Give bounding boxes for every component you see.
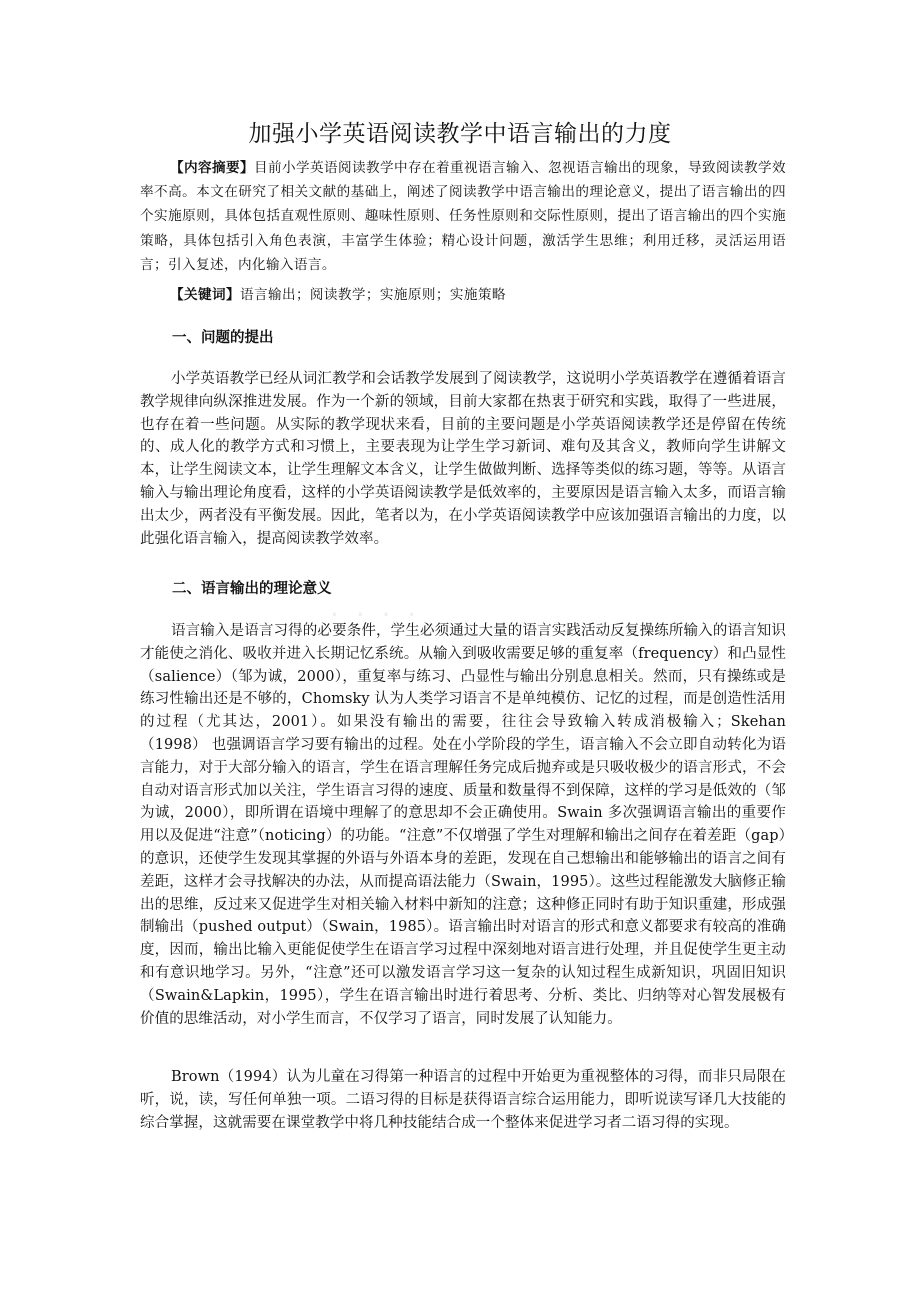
abstract-label: 【内容摘要】	[170, 160, 254, 176]
section-heading-1: 一、问题的提出	[172, 330, 274, 346]
document-title: 加强小学英语阅读教学中语言输出的力度	[248, 121, 672, 147]
keywords	[140, 283, 786, 307]
keywords-text: 语言输出；阅读教学；实施原则；实施策略	[239, 287, 506, 303]
abstract-text: 目前小学英语阅读教学中存在着重视语言输入、忽视语言输出的现象，导致阅读教学效率不高。本文在研究了相关文献的基础上，阐述了阅读教学中语言输出的理论意义，提出了语言输出的四个实施原则，具体包括直观性原则、趣味性原则、任务性原则和交际性原则，提出了语言输出的四个实施策略，具体包括引入角色表演，丰富学生体验；精心设计问题，激活学生思维；利用迁移，灵活运用语言；引入复述，内化输入语言。	[140, 160, 786, 273]
watermark: · · · ·	[330, 598, 421, 631]
section-1-paragraph-1: 小学英语教学已经从词汇教学和会话教学发展到了阅读教学，这说明小学英语教学在遵循着语言教学规律向纵深推进发展。作为一个新的领域，目前大家都在热衷于研究和实践，取得了一些进展，也存在着一些问题。从实际的教学现状来看，目前的主要问题是小学英语阅读教学还是停留在传统的、成人化的教学方式和习惯上，主要表现为让学生学习新词、难句及其含义，教师向学生讲解文本，让学生阅读文本，让学生理解文本含义，让学生做做判断、选择等类似的练习题，等等。从语言输入与输出理论角度看，这样的小学英语阅读教学是低效率的，主要原因是语言输入太多，而语言输出太少，两者没有平衡发展。因此，笔者以为，在小学英语阅读教学中应该加强语言输出的力度，以此强化语言输入，提高阅读教学效率。	[140, 371, 786, 547]
abstract	[140, 156, 786, 277]
keywords-label: 【关键词】	[170, 287, 240, 303]
section-heading-2: 二、语言输出的理论意义	[172, 581, 332, 597]
section-2-paragraph-2: Brown（1994）认为儿童在习得第一种语言的过程中开始更为重视整体的习得，而非只局限在听，说，读，写任何单独一项。二语习得的目标是获得语言综合运用能力，即听说读写译几大技能的综合掌握，这就需要在课堂教学中将几种技能结合成一个整体来促进学习者二语习得的实现。	[140, 1069, 786, 1131]
section-2-paragraph-1: 语言输入是语言习得的必要条件，学生必须通过大量的语言实践活动反复操练所输入的语言知识才能使之消化、吸收并进入长期记忆系统。从输入到吸收需要足够的重复率（frequency）和凸显性（salience）（邹为诚，2000），重复率与练习、凸显性与输出分别息息相关。然而，只有操练或是练习性输出还是不够的，Chomsky 认为人类学习语言不是单纯模仿、记忆的过程，而是创造性活用的过程（尤其达，2001）。如果没有输出的需要，往往会导致输入转成消极输入；Skehan（1998） 也强调语言学习要有输出的过程。处在小学阶段的学生，语言输入不会立即自动转化为语言能力，对于大部分输入的语言，学生在语言理解任务完成后抛弃或是只吸收极少的语言形式，不会自动对语言形式加以关注，学生语言习得的速度、质量和数量得不到保障，这样的学习是低效的（邹为诚，2000），即所谓在语境中理解了的意思却不会正确使用。Swain 多次强调语言输出的重要作用以及促进“注意”（noticing）的功能。“注意”不仅增强了学生对理解和输出之间存在着差距（gap）的意识，还使学生发现其掌握的外语与外语本身的差距，发现在自己想输出和能够输出的语言之间有差距，这样才会寻找解决的办法，从而提高语法能力（Swain，1995）。这些过程能激发大脑修正输出的思维，反过来又促进学生对相关输入材料中新知的注意；这种修正同时有助于知识重建，形成强制输出（pushed output）（Swain，1985）。语言输出时对语言的形式和意义都要求有较高的准确度，因而，输出比输入更能促使学生在语言学习过程中深刻地对语言进行处理，并且促使学生更主动和有意识地学习。另外，“注意”还可以激发语言学习这一复杂的认知过程生成新知识，巩固旧知识（Swain&Lapkin，1995），学生在语言输出时进行着思考、分析、类比、归纳等对心智发展极有价值的思维活动，对小学生而言，不仅学习了语言，同时发展了认知能力。	[140, 623, 786, 1027]
